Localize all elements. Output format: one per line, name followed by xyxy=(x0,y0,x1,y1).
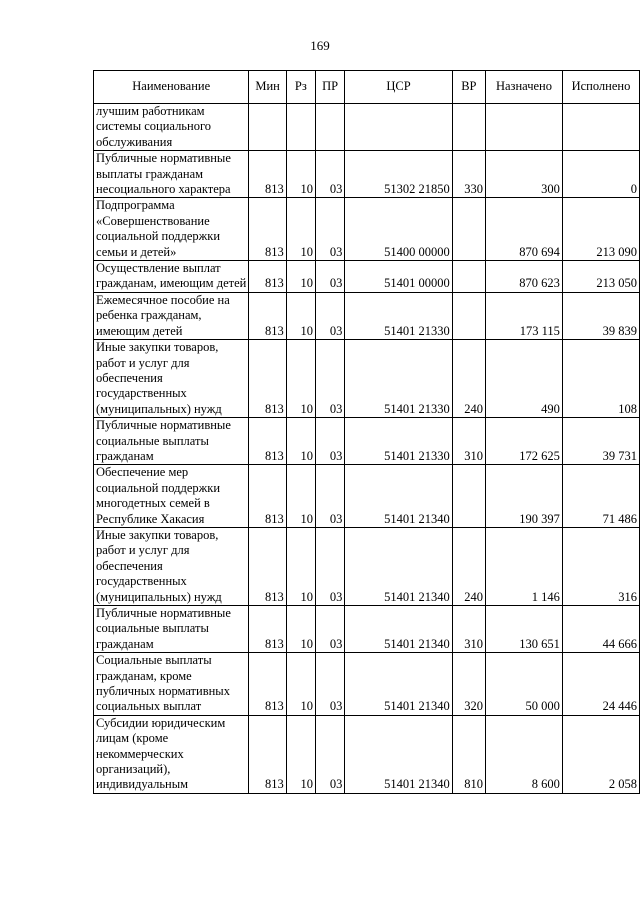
cell-name: Обеспечение мер социальной поддержки многодетных семей в Республике Хакасия xyxy=(94,465,249,528)
cell-rz: 10 xyxy=(286,653,315,716)
cell-ispoln: 39 731 xyxy=(562,418,639,465)
cell-nazn: 50 000 xyxy=(486,653,563,716)
cell-name: Подпрограмма «Совершенствование социальной поддержки семьи и детей» xyxy=(94,198,249,261)
cell-name: Иные закупки товаров, работ и услуг для обеспечения государственных (муниципальных) нужд xyxy=(94,340,249,418)
table-row xyxy=(94,653,640,716)
page-number: 169 xyxy=(310,38,330,53)
table-row xyxy=(94,151,640,198)
table-header-row xyxy=(94,71,640,104)
cell-nazn: 130 651 xyxy=(486,606,563,653)
table-row xyxy=(94,715,640,793)
cell-rz: 10 xyxy=(286,465,315,528)
table-body xyxy=(94,104,640,794)
cell-pr: 03 xyxy=(315,606,344,653)
cell-ispoln: 316 xyxy=(562,527,639,605)
cell-min: 813 xyxy=(249,151,286,198)
header-rz: Рз xyxy=(286,71,315,104)
cell-min: 813 xyxy=(249,198,286,261)
cell-nazn: 172 625 xyxy=(486,418,563,465)
cell-min: 813 xyxy=(249,606,286,653)
cell-vr: 240 xyxy=(452,340,485,418)
table-row xyxy=(94,606,640,653)
cell-csr: 51401 21340 xyxy=(345,527,452,605)
header-csr: ЦСР xyxy=(345,71,452,104)
cell-vr: 310 xyxy=(452,418,485,465)
cell-pr: 03 xyxy=(315,198,344,261)
header-min: Мин xyxy=(249,71,286,104)
cell-nazn: 1 146 xyxy=(486,527,563,605)
cell-csr: 51401 21340 xyxy=(345,606,452,653)
header-pr: ПР xyxy=(315,71,344,104)
cell-csr: 51302 21850 xyxy=(345,151,452,198)
cell-name: Иные закупки товаров, работ и услуг для обеспечения государственных (муниципальных) нужд xyxy=(94,527,249,605)
cell-rz: 10 xyxy=(286,261,315,293)
cell-vr: 310 xyxy=(452,606,485,653)
table-row xyxy=(94,418,640,465)
cell-rz: 10 xyxy=(286,340,315,418)
cell-nazn: 870 694 xyxy=(486,198,563,261)
cell-name: Публичные нормативные выплаты гражданам несоциального характера xyxy=(94,151,249,198)
cell-nazn: 190 397 xyxy=(486,465,563,528)
cell-pr: 03 xyxy=(315,261,344,293)
header-ispoln: Исполнено xyxy=(562,71,639,104)
cell-ispoln: 108 xyxy=(562,340,639,418)
table-row xyxy=(94,261,640,293)
cell-vr xyxy=(452,261,485,293)
table-row xyxy=(94,198,640,261)
cell-ispoln: 2 058 xyxy=(562,715,639,793)
cell-min: 813 xyxy=(249,340,286,418)
cell-rz: 10 xyxy=(286,292,315,339)
cell-pr: 03 xyxy=(315,715,344,793)
cell-pr xyxy=(315,104,344,151)
cell-name: лучшим работникам системы социального обслуживания xyxy=(94,104,249,151)
cell-rz: 10 xyxy=(286,151,315,198)
cell-vr xyxy=(452,465,485,528)
cell-pr: 03 xyxy=(315,527,344,605)
cell-csr: 51401 21340 xyxy=(345,653,452,716)
cell-min: 813 xyxy=(249,653,286,716)
cell-rz: 10 xyxy=(286,527,315,605)
cell-min xyxy=(249,104,286,151)
cell-name: Осуществление выплат гражданам, имеющим детей xyxy=(94,261,249,293)
table-row xyxy=(94,104,640,151)
cell-min: 813 xyxy=(249,292,286,339)
cell-nazn: 8 600 xyxy=(486,715,563,793)
header-nazn: Назначено xyxy=(486,71,563,104)
cell-name: Социальные выплаты гражданам, кроме публичных нормативных социальных выплат xyxy=(94,653,249,716)
cell-csr: 51401 21340 xyxy=(345,715,452,793)
cell-csr: 51400 00000 xyxy=(345,198,452,261)
cell-nazn: 173 115 xyxy=(486,292,563,339)
cell-vr xyxy=(452,104,485,151)
header-vr: ВР xyxy=(452,71,485,104)
cell-name: Субсидии юридическим лицам (кроме некоммерческих организаций), индивидуальным xyxy=(94,715,249,793)
cell-ispoln: 213 090 xyxy=(562,198,639,261)
cell-pr: 03 xyxy=(315,292,344,339)
cell-pr: 03 xyxy=(315,465,344,528)
cell-name: Публичные нормативные социальные выплаты гражданам xyxy=(94,606,249,653)
cell-rz: 10 xyxy=(286,418,315,465)
cell-csr: 51401 21330 xyxy=(345,418,452,465)
cell-vr: 320 xyxy=(452,653,485,716)
cell-rz: 10 xyxy=(286,715,315,793)
cell-nazn: 300 xyxy=(486,151,563,198)
cell-csr: 51401 21340 xyxy=(345,465,452,528)
cell-nazn xyxy=(486,104,563,151)
cell-csr: 51401 00000 xyxy=(345,261,452,293)
cell-ispoln xyxy=(562,104,639,151)
cell-vr: 330 xyxy=(452,151,485,198)
cell-ispoln: 213 050 xyxy=(562,261,639,293)
cell-name: Публичные нормативные социальные выплаты гражданам xyxy=(94,418,249,465)
cell-pr: 03 xyxy=(315,418,344,465)
cell-ispoln: 0 xyxy=(562,151,639,198)
table-row xyxy=(94,527,640,605)
cell-pr: 03 xyxy=(315,653,344,716)
budget-table xyxy=(93,70,640,794)
cell-vr: 810 xyxy=(452,715,485,793)
cell-rz xyxy=(286,104,315,151)
cell-nazn: 870 623 xyxy=(486,261,563,293)
cell-ispoln: 24 446 xyxy=(562,653,639,716)
cell-csr xyxy=(345,104,452,151)
cell-rz: 10 xyxy=(286,606,315,653)
cell-min: 813 xyxy=(249,715,286,793)
cell-name: Ежемесячное пособие на ребенка гражданам, имеющим детей xyxy=(94,292,249,339)
cell-min: 813 xyxy=(249,418,286,465)
cell-vr xyxy=(452,292,485,339)
cell-rz: 10 xyxy=(286,198,315,261)
cell-min: 813 xyxy=(249,261,286,293)
cell-vr: 240 xyxy=(452,527,485,605)
table-row xyxy=(94,340,640,418)
cell-pr: 03 xyxy=(315,340,344,418)
cell-nazn: 490 xyxy=(486,340,563,418)
table-row xyxy=(94,292,640,339)
cell-ispoln: 71 486 xyxy=(562,465,639,528)
cell-csr: 51401 21330 xyxy=(345,340,452,418)
cell-ispoln: 44 666 xyxy=(562,606,639,653)
cell-vr xyxy=(452,198,485,261)
cell-csr: 51401 21330 xyxy=(345,292,452,339)
header-name: Наименование xyxy=(94,71,249,104)
cell-pr: 03 xyxy=(315,151,344,198)
cell-ispoln: 39 839 xyxy=(562,292,639,339)
cell-min: 813 xyxy=(249,465,286,528)
cell-min: 813 xyxy=(249,527,286,605)
table-row xyxy=(94,465,640,528)
